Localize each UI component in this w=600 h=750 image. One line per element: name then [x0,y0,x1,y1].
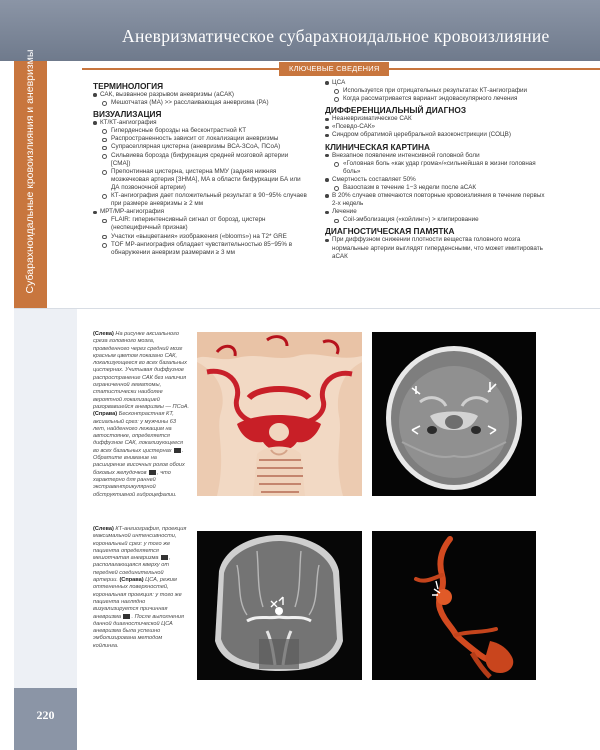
figure-caption-2 [93,526,189,650]
bullet-list [325,115,550,139]
caption-text: Бесконтрастная КТ, аксиальный срез: у мужчины 63 лет, найденного лежащим на автостоянке, определяется диффузное САК, локализующееся во всех базальных цистернах [93,411,184,454]
bullet-item: Неаневризматическое САК [325,115,550,123]
section-heading: ДИФФЕРЕНЦИАЛЬНЫЙ ДИАГНОЗ [325,105,467,116]
caption-text: На рисунке аксиального среза головного мозга, проведенного через средний мозг красным цветом показано САК, локализующееся во всех базальных цистернах. Учитывая диффузное распространение САК без наличия ограниченной гематомы, статистически наиболее вероятной локализацией разорвавшейся аневризмы — ПСоА. [93,331,190,410]
bullet-item: При диффузном снижении плотности вещества головного мозга нормальные артерии выглядят гиперденсными, что может имитировать аСАК [325,236,550,260]
bullet-list [325,236,550,260]
sub-bullet-item: Используется при отрицательных результатах КТ-ангиографии [325,87,550,95]
cta-coronal-image [197,531,362,680]
section-heading: ВИЗУАЛИЗАЦИЯ [93,109,162,120]
section-heading: КЛИНИЧЕСКАЯ КАРТИНА [325,141,430,152]
sub-bullet-item: Мешотчатая (МА) >> расслаивающая аневризма (РА) [93,99,309,107]
sub-bullet-item: Coil-эмболизация («койлинг») > клипирование [325,216,550,224]
sub-bullet-item: «Головная боль «как удар грома»/«сильнейшая в жизни головная боль» [325,160,550,176]
side-tab-label: Субарахноидальные кровоизлияния и аневризмы [24,49,36,294]
key-facts-left-column [93,79,309,257]
page-number: 220 [36,708,55,722]
caption-text: , располагающаяся кверху от передней соединительной артерии. [93,555,171,584]
section-heading: ТЕРМИНОЛОГИЯ [93,81,164,91]
caption-text: ЦСА, режим оттененных поверхностей, корональная проекция: у того же пациента наглядно визуализируется причинная аневризма [93,577,182,620]
bullet-item: Лечение [325,208,550,216]
sub-bullet-item: Гиперденсные борозды на бесконтрастной КТ [93,127,309,135]
sub-bullet-item: Вазоспазм в течение 1−3 недели после аСАК [325,184,550,192]
section-divider [14,308,600,309]
brain-illustration [197,332,362,496]
caption-left-label: (Слева) [93,526,114,532]
bullet-item: ЦСА [325,79,550,87]
figure-caption-1 [93,331,189,499]
brain-illustration-svg [197,332,362,496]
bullet-item: МРТ/МР-ангиография [93,208,309,216]
caption-right-label: (Справа) [93,411,118,418]
sub-bullet-item: Супраселлярная цистерна (аневризмы ВСА-ЗСоА, ПСоА) [93,143,309,151]
bullet-list [325,79,550,103]
margin-strip [14,308,77,750]
caption-left-label: (Слева) [93,331,114,337]
sub-bullet-item: КТ-ангиография дает положительный результат в 90−95% случаев при размере аневризмы ≥ 2 мм [93,192,309,208]
ct-axial-image [372,332,536,496]
caption-text: КТ-ангиография, проекция максимальной интенсивности, корональный срез: у того же пациента определяется мешотчатая аневризма [93,526,187,562]
bullet-item: Внезапное появление интенсивной головной боли [325,152,550,160]
bullet-list [93,91,309,107]
bullet-item: В 20% случаев отмечаются повторные кровоизлияния в течение первых 2-х недель [325,192,550,208]
bullet-item: «Псевдо-САК» [325,123,550,131]
sub-bullet-item: Сильвиева борозда (бифуркация средней мозговой артерии [СМА]) [93,152,309,168]
bullet-item: Смертность составляет 50% [325,176,550,184]
bullet-item: САК, вызванное разрывом аневризмы (аСАК) [93,91,309,99]
arrow-marker-icon [123,614,130,619]
caption-text: . После выполнения данной диагностической ЦСА аневризма была успешно эмболизирована методом койлинга. [93,613,184,649]
sub-bullet-item: Распространенность зависит от локализации аневризмы [93,135,309,143]
caption-text: . Обратите внимание на расширение височных рогов обоих боковых желудочков [93,447,185,476]
bullet-list [93,119,309,257]
ct-axial-svg [372,332,536,496]
dsa-surface-svg [372,531,536,680]
arrow-marker-icon [149,470,156,475]
dsa-surface-image [372,531,536,680]
sub-bullet-item: FLAIR: гиперинтенсивный сигнал от борозд, цистерн (неспецифичный признак) [93,216,309,232]
bullet-item: Синдром обратимой церебральной вазоконстрикции (СОЦВ) [325,131,550,139]
chapter-header [0,0,600,61]
key-facts-right-column [325,79,550,261]
caption-right-label: (Справа) [119,577,144,584]
sub-bullet-item: Когда рассматривается вариант эндоваскулярного лечения [325,95,550,103]
sub-bullet-item: TOF МР-ангиография обладает чувствительностью 85−95% в обнаружении аневризм размерами ≥ 3 мм [93,241,309,257]
cta-coronal-svg [197,531,362,680]
sub-bullet-item: Препонтинная цистерна, цистерна ММУ (задняя нижняя мозжечковая артерия [ЗНМА], МА в области бифуркации БА или ДА позвоночной артерии) [93,168,309,192]
arrow-marker-icon [174,448,181,453]
chapter-title: Аневризматическое субарахноидальное кровоизлияние [122,26,550,46]
arrow-marker-icon [161,555,168,560]
sub-bullet-item: Участки «выцветания» изображения («blooms») на Т2* GRE [93,233,309,241]
section-heading: ДИАГНОСТИЧЕСКАЯ ПАМЯТКА [325,226,455,237]
bullet-list [325,152,550,225]
caption-text: , что характерно для ранней экстравентрикулярной обструктивной гидроцефалии. [93,469,177,498]
bullet-item: КТ/КТ-ангиография [93,119,309,127]
key-facts-tag: КЛЮЧЕВЫЕ СВЕДЕНИЯ [279,62,389,76]
